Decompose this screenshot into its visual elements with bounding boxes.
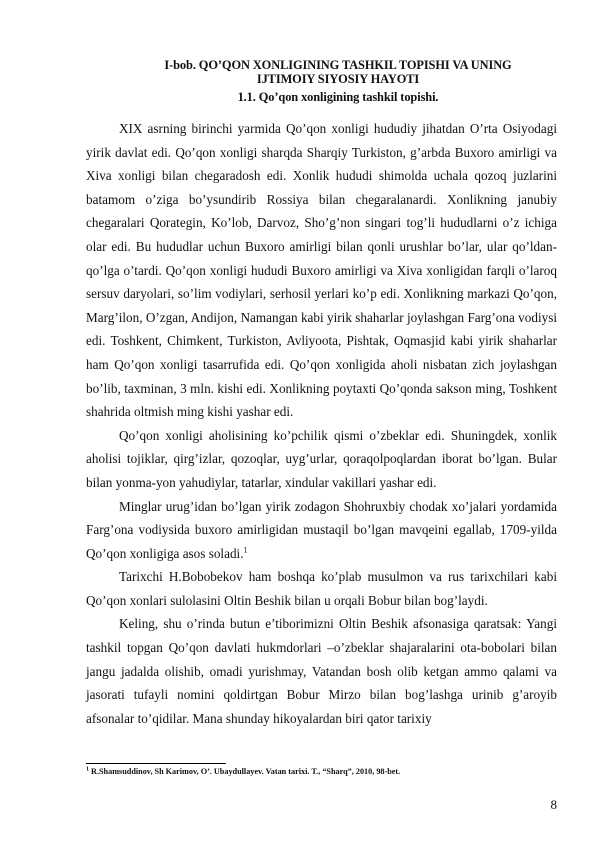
paragraph-2: Qo’qon xonligi aholisining ko’pchilik qismi o’zbeklar edi. Shuningdek, xonlik aholisi tojiklar, qirg’izlar, qozoqlar, uyg’urlar, qoraqolpoqlardan iborat bo’lgan. Bular bilan yonma-yon yahudiylar, tatarlar, xindular vakillari yashar edi.	[86, 427, 557, 490]
footnote-marker: 1	[86, 766, 89, 773]
paragraph-1: XIX asrning birinchi yarmida Qo’qon xonligi hududiy jihatdan O’rta Osiyodagi yirik davlat edi. Qo’qon xonligi sharqda Sharqiy Turkiston, g’arbda Buxoro amirligi va Xiva xonligi bilan chegaradosh edi. Xonlik hududi shimolda uchala qozoq juzlarini batamom o’ziga bo’ysundirib Rossiya bilan chegaralanardi. Xonlikning janubiy chegaralari Qorategin, Ko’lob, Darvoz, Sho’g’non singari tog’li hududlarni o’z ichiga olar edi. Bu hududlar uchun Buxoro amirligi bilan qonli urushlar bo’lar, ular qo’ldan-qo’lga o’tardi. Qo’qon xonligi hududi Buxoro amirligi va Xiva xonligidan farqli o’laroq sersuv daryolari, so’lim vodiylari, serhosil yerlari ko’p edi. Xonlikning markazi Qo’qon, Marg’ilon, O’zgan, Andijon, Namangan kabi yirik shaharlar joylashgan Farg’ona vodiysi edi. Toshkent, Chimkent, Turkiston, Avliyoota, Pishtak, Oqmasjid kabi yirik shaharlar ham Qo’qon xonligi tasarrufida edi. Qo’qon xonligida aholi nisbatan zich joylashgan bo’lib, taxminan, 3 mln. kishi edi. Xonlikning poytaxti Qo’qonda sakson ming, Toshkent shahrida oltmish ming kishi yashar edi.	[86, 121, 557, 420]
paragraph-3-text: Minglar urug’idan bo’lgan yirik zodagon Shohruxbiy chodak xo’jalari yordamida Farg’ona vodiysida buxoro amirligidan mustaqil bo’lgan mavqeini egallab, 1709-yilda Qo’qon xonligiga asos soladi.	[86, 498, 557, 561]
paragraph-4: Tarixchi H.Bobobekov ham boshqa ko’plab musulmon va rus tarixchilari kabi Qo’qon xonlari sulolasini Oltin Beshik bilan u orqali Bobur bilan bog’laydi.	[86, 569, 557, 608]
body-text	[86, 117, 557, 730]
paragraph-5: Keling, shu o’rinda butun e’tiborimizni Oltin Beshik afsonasiga qaratsak: Yangi tashkil topgan Qo’qon davlati hukmdorlari –o’zbeklar shajaralarini ota-bobolari bilan jangu jadalda olishib, omadi yurishmay, Vatandan bosh olib ketgan ammo qalami va jasorati tufayli nomini qoldirtgan Bobur Mirzo bilan bog’lashga urinib g’aroyib afsonalar to’qidilar. Mana shunday hikoyalardan biri qator tarixiy	[86, 616, 557, 726]
footnote	[86, 767, 557, 777]
chapter-title-line-1: I-bob. QO’QON XONLIGINING TASHKIL TOPISHI VA UNING	[164, 58, 512, 72]
section-title: 1.1. Qo’qon xonligining tashkil topishi.	[237, 90, 439, 104]
footnote-divider	[86, 763, 226, 764]
footnote-text: R.Shamsuddinov, Sh Karimov, O’. Ubaydullayev. Vatan tarixi. T., “Sharq”, 2010, 98-bet.	[89, 767, 401, 776]
page-number: 8	[550, 797, 557, 812]
footnote-reference[interactable]: 1	[243, 545, 248, 555]
paragraph-3	[86, 495, 557, 566]
chapter-title-line-2: IJTIMOIY SIYOSIY HAYOTI	[256, 72, 420, 86]
